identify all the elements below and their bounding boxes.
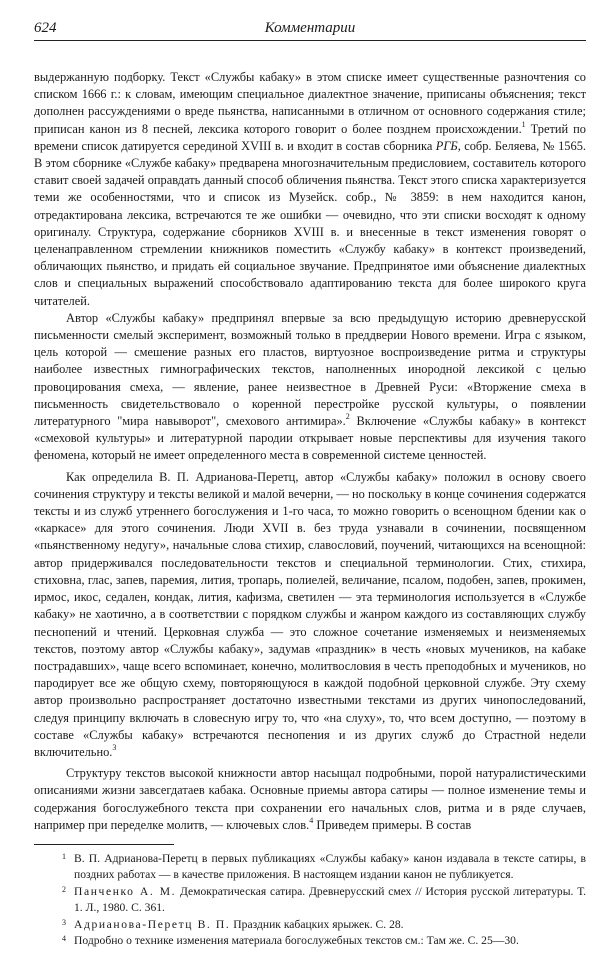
running-title: Комментарии — [264, 20, 356, 36]
footnote-author: Панченко А. М. — [74, 884, 177, 898]
body-text — [34, 69, 586, 834]
footnote-ref-1[interactable]: 1 — [521, 119, 526, 129]
footnote-3: 3 Адрианова-Перетц В. П. Праздник кабацких ярыжек. С. 28. — [62, 917, 404, 931]
paragraph-2: Автор «Службы кабаку» предпринял впервые за всю предыдущую историю древнерусской письменности смелый эксперимент, возможный только в преддверии Нового времени. Игра с языком, цель которой — смешение разных его пластов, виртуозное воспроизведение ритма и структуры наиболее известных гимнографических текстов, наполненных инородной лексикой с целью провоцирования смеха, — явление, ранее неизвестное в Древней Руси: «Вторжение смеха в письменность свидетельствовало о коренной перестройке русской культуры, о появлении литературного "мира навыворот", смехового антимира».$^2$ Включение «Службы кабаку» в контекст «смеховой культуры» и литературной пародии открывает новые перспективы для изучения такого феномена, который не имеет определенного места в современной системе ценностей. — [34, 310, 586, 463]
page-number: 624 — [34, 20, 57, 36]
footnote-1: 1 В. П. Адрианова-Перетц в первых публикациях «Службы кабаку» канон издавала в тексте сатиры, в поздних работах — в качестве приложения. В настоящем издании канон не публикуется. — [62, 851, 586, 882]
paragraph-3: Как определила В. П. Адрианова-Перетц, автор «Службы кабаку» положил в основу своего сочинения структуру и тексты великой и малой вечерни, — но поскольку в конце сочинения содержатся тексты и из служб утреннего богослужения и 1-го часа, то можно говорить о всенощном бдении как о «каркасе» для этого сочинения. Люди XVII в. без труда узнавали в сочинении, посвященном «пьянственному недугу», начальные слова стихир, славословий, поучений, читающихся на всенощной: автор придерживался последовательности текстов и специальной терминологии. Стих, стихира, стиховна, глас, запев, паремия, лития, тропарь, полиелей, величание, псалом, подобен, запев, прокимен, ирмос, икос, седален, кондак, лития, кафизма, светилен — эта терминология используется в «Службе кабаку» не хаотично, а в соответствии с порядком службы и жанром каждого из составляющих службу песнопений и чтений. Церковная служба — это сложное сочетание изменяемых и неизменяемых текстов, поэтому автор «Службы кабаку», задумав «праздник» в честь «новых мучеников, на кабаке пострадавших», чаще всего вспоминает, конечно, молитвословия в честь преподобных и мучеников, но пародирует все же общую схему, повторяющуюся в каждой подобной церковной службе. Эту схему автор произвольно распространяет достаточно известными текстами из других чинопоследований, следуя принципу включать в словесную игру то, что «на слуху», то, что всем доступно, — поэтому в составе «Службы кабаку» встречаются песнопения и из других служб до Страстной недели включительно.$^3$ — [34, 469, 586, 759]
paragraph-4: Структуру текстов высокой книжности автор насыщал подробными, порой натуралистическими описаниями жизни завсегдатаев кабака. Основные приемы автора сатиры — полное изменение темы и содержания богослужебного текста при сохранении его начальных слов, ритма и в ряде случаев, например при переделке молитв, — ключевых слов.$^4$ Приведем примеры. В состав — [34, 766, 586, 832]
page-header — [34, 14, 586, 41]
document-page — [34, 14, 586, 949]
paragraph-1: выдержанную подборку. Текст «Службы кабаку» в этом списке имеет существенные разночтения со списком 1666 г.: к словам, имеющим специальное диалектное значение, приписаны объяснения; текст дополнен рассуждениями о вреде пьянства, написанными в отличном от основного содержания стиле; приписан канон из 8 песней, лексика которого говорит о более позднем происхождении.$^1$ Третий по времени список датируется серединой XVIII в. и входит в состав сборника РГБ, собр. Беляева, № 1565. В этом сборнике «Службе кабаку» предварена многозначительным предисловием, составитель которого ставит своей задачей оправдать данный способ обличения пьянства. Текст этого списка характеризуется теми же особенностями, что и список из Музейск. собр., № 3859: в нем находится канон, отредактирована лексика, встречаются те же ошибки — очевидно, что эти списки восходят к одному оригиналу. Структура, содержание сборников XVIII в. и внесенные в текст изменения говорят о целенаправленном стремлении книжников поместить «Службу кабаку» в контекст произведений, обличающих пьянство, и придать ей социальное звучание. Предпринятое ими объяснение диалектных слов и специальных выражений способствовало адаптированию текста для более широкого круга читателей. — [34, 70, 586, 308]
rgb-abbrev: РГБ — [435, 138, 458, 153]
footnote-divider — [34, 844, 174, 845]
footnote-ref-3[interactable]: 3 — [112, 742, 117, 752]
footnote-4: 4 Подробно о технике изменения материала богослужебных текстов см.: Там же. С. 25—30. — [62, 933, 519, 947]
footnote-ref-4[interactable]: 4 — [309, 815, 314, 825]
footnote-2: 2 Панченко А. М. Демократическая сатира. Древнерусский смех // История русской литературы. Т. 1. Л., 1980. С. 361. — [62, 884, 587, 915]
footnotes — [34, 851, 586, 949]
footnote-ref-2[interactable]: 2 — [345, 412, 350, 422]
footnote-author: Адрианова-Перетц В. П. — [74, 917, 231, 931]
